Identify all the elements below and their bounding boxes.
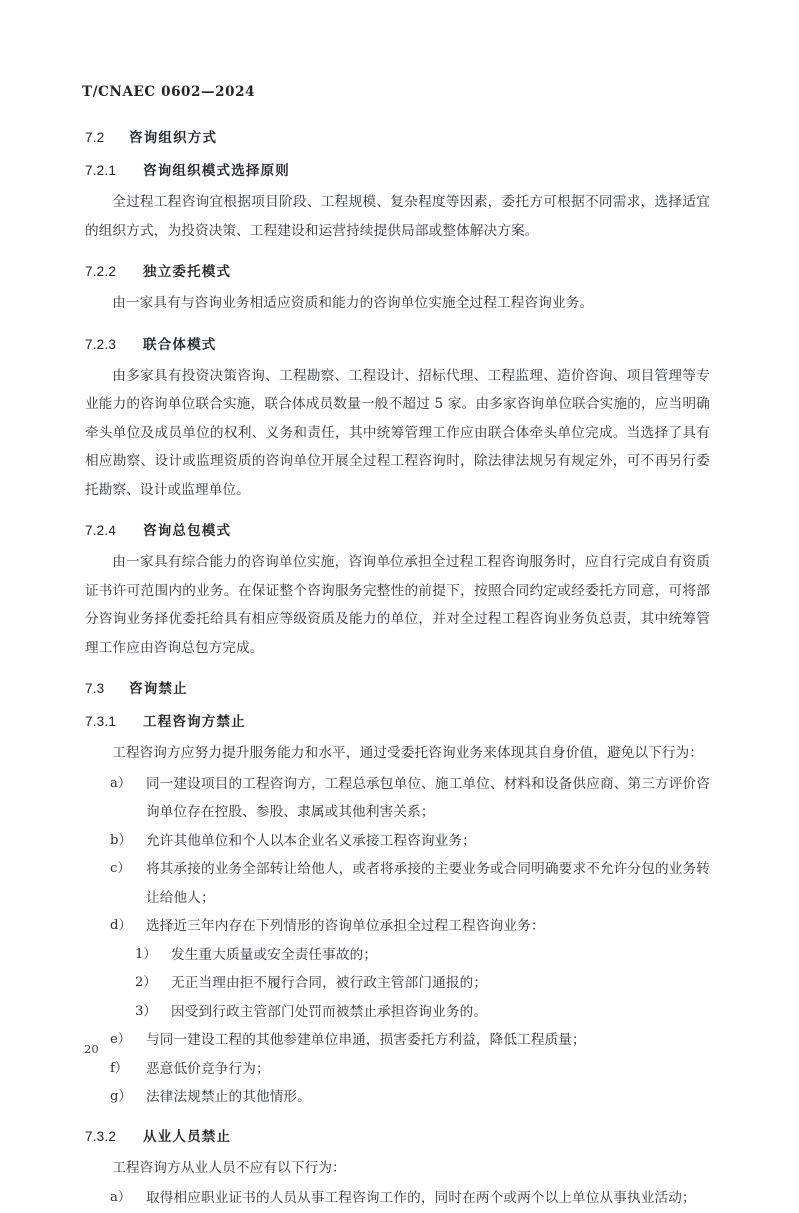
sub-list-item-marker: 2） bbox=[135, 975, 157, 990]
list-item bbox=[85, 1055, 710, 1084]
heading-7-2 bbox=[85, 126, 710, 146]
heading-7-2-3-title: 联合体模式 bbox=[143, 336, 217, 352]
list-item-marker: a） bbox=[110, 775, 132, 791]
list-item bbox=[85, 770, 710, 827]
list-item-marker: b） bbox=[110, 832, 132, 848]
heading-7-2-3-number: 7.2.3 bbox=[85, 336, 117, 352]
heading-7-3-title: 咨询禁止 bbox=[129, 681, 188, 696]
sub-list-item bbox=[85, 969, 710, 998]
sub-list-item-text: 因受到行政主管部门处罚而被禁止承担咨询业务的。 bbox=[171, 1003, 488, 1020]
heading-7-3-2-title: 从业人员禁止 bbox=[143, 1128, 232, 1144]
sub-list-item bbox=[85, 998, 710, 1027]
sub-list bbox=[85, 941, 710, 1027]
list-item-marker: a） bbox=[110, 1190, 132, 1205]
heading-7-2-4 bbox=[85, 506, 710, 539]
list-item-marker: e） bbox=[110, 1032, 131, 1047]
sub-list-item-marker: 3） bbox=[135, 1003, 157, 1019]
heading-7-2-title: 咨询组织方式 bbox=[129, 130, 218, 145]
sub-list-item-marker: 1） bbox=[135, 946, 157, 962]
list-item bbox=[85, 1026, 710, 1055]
heading-7-3-1-number: 7.3.1 bbox=[85, 714, 117, 729]
heading-7-3-1-title: 工程咨询方禁止 bbox=[143, 714, 246, 729]
heading-7-3-2-number: 7.3.2 bbox=[85, 1128, 117, 1144]
list-item-text: 允许其他单位和个人以本企业名义承接工程咨询业务； bbox=[146, 832, 476, 849]
list-item-marker: c） bbox=[110, 861, 131, 876]
heading-7-2-2 bbox=[85, 247, 710, 280]
list-7-3-1 bbox=[85, 770, 710, 1112]
intro-7-3-1: 工程咨询方应努力提升服务能力和水平，通过受委托咨询业务来体现其自身价值，避免以下行为： bbox=[112, 745, 704, 761]
sub-list-item bbox=[85, 941, 710, 970]
paragraph-7-2-3: 由多家具有投资决策咨询、工程勘察、工程设计、招标代理、工程监理、造价咨询、项目管理等专业能力的咨询单位联合实施，联合体成员数量一般不超过 5 家。由多家咨询单位联合实施的，应当明确牵头单位及成员单位的权利、义务和责任，其中统筹管理工作应由联合体牵头单位完成。当选择了具有相应勘察、设计或监理资质的咨询单位开展全过程工程咨询时，除法律法规另有规定外，可不再另行委托勘察、设计或监理单位。 bbox=[85, 367, 710, 498]
list-item-text: 恶意低价竞争行为； bbox=[146, 1060, 270, 1077]
list-item bbox=[85, 827, 710, 856]
heading-7-2-4-title: 咨询总包模式 bbox=[143, 523, 232, 538]
list-item bbox=[85, 912, 710, 941]
list-item bbox=[85, 1083, 710, 1112]
heading-7-3 bbox=[85, 664, 710, 697]
list-item-text: 取得相应职业证书的人员从事工程咨询工作的，同时在两个或两个以上单位从事执业活动； bbox=[146, 1190, 696, 1206]
running-header: T/CNAEC 0602—2024 bbox=[82, 84, 256, 100]
heading-7-2-3 bbox=[85, 320, 710, 353]
heading-7-2-2-number: 7.2.2 bbox=[85, 264, 117, 279]
list-item-text: 法律法规禁止的其他情形。 bbox=[146, 1089, 311, 1105]
heading-7-2-1-title: 咨询组织模式选择原则 bbox=[143, 163, 290, 178]
heading-7-2-4-number: 7.2.4 bbox=[85, 523, 117, 538]
heading-7-2-number: 7.2 bbox=[85, 130, 105, 145]
paragraph-7-2-1: 全过程工程咨询宜根据项目阶段、工程规模、复杂程度等因素，委托方可根据不同需求，选择适宜的组织方式，为投资决策、工程建设和运营持续提供局部或整体解决方案。 bbox=[85, 194, 710, 239]
heading-7-3-1 bbox=[85, 706, 710, 730]
heading-7-2-2-title: 独立委托模式 bbox=[143, 264, 232, 279]
list-item-text: 同一建设项目的工程咨询方，工程总承包单位、施工单位、材料和设备供应商、第三方评价咨询单位存在控股、参股、隶属或其他利害关系； bbox=[146, 775, 710, 820]
page-number: 20 bbox=[84, 1042, 99, 1056]
heading-7-3-number: 7.3 bbox=[85, 681, 105, 696]
list-item-marker: f） bbox=[110, 1060, 129, 1076]
list-item-text: 选择近三年内存在下列情形的咨询单位承担全过程工程咨询业务： bbox=[146, 918, 545, 934]
heading-7-2-1-number: 7.2.1 bbox=[85, 163, 117, 178]
paragraph-7-2-4: 由一家具有综合能力的咨询单位实施，咨询单位承担全过程工程咨询服务时，应自行完成自有资质证书许可范围内的业务。在保证整个咨询服务完整性的前提下，按照合同约定或经委托方同意，可将部分咨询业务择优委托给具有相应等级资质及能力的单位，并对全过程工程咨询业务负总责，其中统筹管理工作应由咨询总包方完成。 bbox=[85, 554, 710, 656]
list-item-text: 将其承接的业务全部转让给他人，或者将承接的主要业务或合同明确要求不允许分包的业务转让给他人； bbox=[146, 861, 710, 906]
paragraph-7-2-2: 由一家具有与咨询业务相适应资质和能力的咨询单位实施全过程工程咨询业务。 bbox=[112, 295, 594, 311]
heading-7-2-1 bbox=[85, 155, 710, 179]
list-item-marker: g） bbox=[110, 1089, 132, 1104]
list-7-3-2 bbox=[85, 1184, 710, 1213]
page-content bbox=[85, 126, 710, 1213]
list-item-marker: d） bbox=[110, 918, 132, 933]
sub-list-item-text: 发生重大质量或安全责任事故的； bbox=[171, 946, 378, 963]
intro-7-3-2: 工程咨询方从业人员不应有以下行为： bbox=[112, 1159, 346, 1176]
heading-7-3-2 bbox=[85, 1112, 710, 1145]
list-item bbox=[85, 855, 710, 912]
sub-list-item-text: 无正当理由拒不履行合同，被行政主管部门通报的； bbox=[171, 975, 488, 991]
list-item bbox=[85, 1184, 710, 1213]
list-item-text: 与同一建设工程的其他参建单位串通，损害委托方利益，降低工程质量； bbox=[146, 1032, 586, 1048]
